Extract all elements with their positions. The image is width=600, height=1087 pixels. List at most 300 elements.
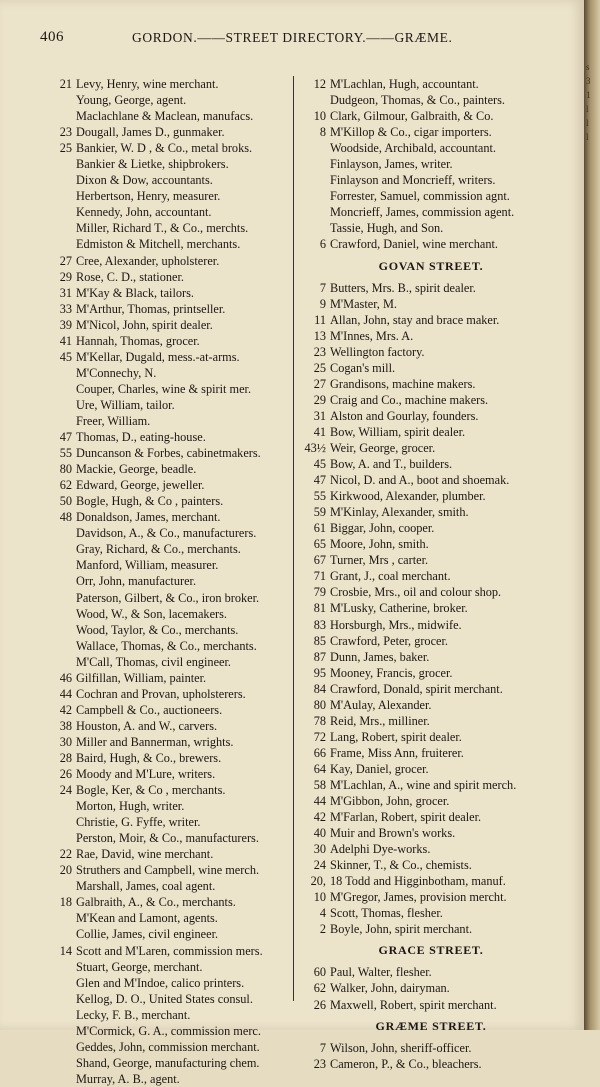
house-number: 55 [313, 489, 326, 504]
house-number: 66 [313, 745, 326, 760]
directory-entry [48, 878, 288, 894]
house-number: 25 [59, 141, 72, 156]
directory-entry [48, 830, 288, 846]
directory-entry [48, 1055, 288, 1071]
entry-text: M'Kellar, Dugald, mess.-at-arms. [76, 349, 240, 364]
directory-entry [302, 729, 560, 745]
directory-entry [302, 889, 560, 905]
directory-entry [48, 108, 288, 124]
directory-entry [302, 220, 560, 236]
house-number: 31 [59, 285, 72, 300]
house-number: 44 [59, 686, 72, 701]
house-number: 64 [313, 761, 326, 776]
house-number: 43½ [304, 440, 326, 455]
entry-text: Weir, George, grocer. [330, 440, 436, 455]
house-number: 83 [313, 617, 326, 632]
entry-text: M'Lachlan, A., wine and spirit merch. [330, 777, 517, 792]
directory-entry [302, 156, 560, 172]
entry-text: M'Farlan, Robert, spirit dealer. [330, 810, 482, 825]
directory-entry [48, 654, 288, 670]
entry-text: Levy, Henry, wine merchant. [76, 77, 219, 91]
house-number: 42 [59, 702, 72, 717]
directory-entry [48, 172, 288, 188]
directory-entry [302, 92, 560, 108]
entry-text: Cameron, P., & Co., bleachers. [330, 1056, 482, 1071]
entry-text: 18 Todd and Higginbotham, manuf. [330, 874, 506, 889]
house-number: 20 [59, 863, 72, 878]
directory-entry [302, 568, 560, 584]
directory-entry [302, 408, 560, 424]
entry-text: Maclachlane & Maclean, manufacs. [76, 109, 254, 124]
facing-page-fragments [586, 60, 598, 260]
house-number: 60 [313, 965, 326, 980]
directory-entry [48, 1039, 288, 1055]
entry-text: M'Nicol, John, spirit dealer. [76, 317, 213, 332]
directory-entry [302, 440, 560, 456]
directory-entry [302, 857, 560, 873]
entry-text: M'Lusky, Catherine, broker. [330, 601, 468, 616]
directory-entry [302, 140, 560, 156]
house-number: 23 [59, 125, 72, 140]
directory-entry [48, 910, 288, 926]
entry-text: Adelphi Dye-works. [330, 842, 431, 857]
directory-entry [48, 846, 288, 862]
entry-text: Duncanson & Forbes, cabinetmakers. [76, 446, 261, 461]
directory-entry [48, 943, 288, 959]
directory-entry [48, 285, 288, 301]
directory-entry [48, 204, 288, 220]
directory-entry [302, 76, 560, 92]
running-title: GORDON.——STREET DIRECTORY.——GRÆME. [132, 30, 453, 45]
entry-text: Paterson, Gilbert, & Co., iron broker. [76, 590, 260, 605]
house-number: 47 [59, 430, 72, 445]
entry-text: Campbell & Co., auctioneers. [76, 702, 223, 717]
directory-entry [302, 536, 560, 552]
directory-entry [48, 493, 288, 509]
house-number: 62 [313, 981, 326, 996]
directory-entry [48, 525, 288, 541]
house-number: 28 [59, 750, 72, 765]
directory-entry [302, 761, 560, 777]
directory-entry [48, 461, 288, 477]
entry-text: Kirkwood, Alexander, plumber. [330, 489, 486, 504]
directory-entry [302, 472, 560, 488]
directory-entry [48, 445, 288, 461]
directory-entry [302, 124, 560, 140]
entry-text: Allan, John, stay and brace maker. [330, 312, 500, 327]
directory-entry [48, 333, 288, 349]
entry-text: Reid, Mrs., milliner. [330, 713, 430, 728]
house-number: 24 [59, 783, 72, 798]
entry-text: Boyle, John, spirit merchant. [330, 922, 473, 937]
entry-text: Wood, W., & Son, lacemakers. [76, 606, 227, 621]
directory-entry [48, 156, 288, 172]
directory-entry [302, 964, 560, 980]
directory-entry [48, 429, 288, 445]
entry-text: M'Lachlan, Hugh, accountant. [330, 77, 479, 91]
directory-entry [48, 573, 288, 589]
house-number: 29 [59, 269, 72, 284]
directory-entry [48, 236, 288, 252]
directory-entry [48, 1023, 288, 1039]
directory-entry [302, 204, 560, 220]
directory-entry [302, 1056, 560, 1072]
entry-text: Walker, John, dairyman. [330, 981, 450, 996]
house-number: 80 [59, 462, 72, 477]
directory-entry [302, 905, 560, 921]
entry-text: Grandisons, machine makers. [330, 376, 476, 391]
entry-text: Nicol, D. and A., boot and shoemak. [330, 473, 510, 488]
house-number: 39 [59, 317, 72, 332]
house-number: 18 [59, 895, 72, 910]
entry-text: Galbraith, A., & Co., merchants. [76, 895, 236, 910]
directory-entry [48, 253, 288, 269]
entry-text: M'Killop & Co., cigar importers. [330, 125, 492, 140]
directory-entry [302, 188, 560, 204]
entry-text: M'Gregor, James, provision mercht. [330, 890, 507, 905]
edge-fragment: l [586, 132, 589, 142]
directory-entry [48, 606, 288, 622]
entry-text: Wilson, John, sheriff-officer. [330, 1040, 472, 1055]
entry-text: Biggar, John, cooper. [330, 521, 435, 536]
directory-entry [48, 477, 288, 493]
entry-text: Cochran and Provan, upholsterers. [76, 686, 246, 701]
directory-entry [48, 798, 288, 814]
house-number: 8 [319, 125, 326, 140]
entry-text: Cogan's mill. [330, 360, 396, 375]
entry-text: Couper, Charles, wine & spirit mer. [76, 381, 252, 396]
house-number: 59 [313, 505, 326, 520]
edge-fragment: 1 [586, 90, 591, 100]
directory-entry [302, 633, 560, 649]
entry-text: M'Aulay, Alexander. [330, 697, 432, 712]
house-number: 13 [313, 328, 326, 343]
house-number: 6 [319, 237, 326, 252]
directory-entry [48, 638, 288, 654]
entry-text: Crawford, Donald, spirit merchant. [330, 681, 503, 696]
entry-text: Stuart, George, merchant. [76, 959, 203, 974]
entry-text: Grant, J., coal merchant. [330, 569, 451, 584]
entry-text: Rae, David, wine merchant. [76, 847, 214, 862]
entry-text: Murray, A. B., agent. [76, 1071, 180, 1086]
entry-text: Lecky, F. B., merchant. [76, 1007, 191, 1022]
entry-text: Wellington factory. [330, 344, 425, 359]
edge-fragment: s [586, 62, 590, 72]
directory-entry [302, 841, 560, 857]
entry-text: M'Master, M. [330, 296, 397, 311]
house-number: 67 [313, 553, 326, 568]
directory-entry [48, 862, 288, 878]
entry-text: M'Cormick, G. A., commission merc. [76, 1023, 261, 1038]
house-number: 21 [59, 77, 72, 91]
house-number: 45 [313, 457, 326, 472]
house-number: 85 [313, 633, 326, 648]
entry-text: Bow, William, spirit dealer. [330, 424, 466, 439]
page-header [40, 29, 560, 51]
house-number: 44 [313, 794, 326, 809]
directory-entry [48, 750, 288, 766]
house-number: 65 [313, 537, 326, 552]
entry-text: Edmiston & Mitchell, merchants. [76, 237, 241, 252]
directory-entry [302, 488, 560, 504]
directory-entry [302, 1040, 560, 1056]
entry-text: Maxwell, Robert, spirit merchant. [330, 997, 497, 1012]
directory-entry [302, 600, 560, 616]
entry-text: Perston, Moir, & Co., manufacturers. [76, 831, 259, 846]
entry-text: Gray, Richard, & Co., merchants. [76, 542, 241, 557]
entry-text: Kennedy, John, accountant. [76, 205, 212, 220]
directory-entry [302, 360, 560, 376]
directory-entry [302, 328, 560, 344]
house-number: 42 [313, 810, 326, 825]
directory-entry [302, 456, 560, 472]
entry-text: M'Kinlay, Alexander, smith. [330, 505, 469, 520]
street-heading: GRACE STREET. [378, 943, 484, 958]
directory-entry [302, 172, 560, 188]
house-number: 58 [313, 777, 326, 792]
entry-text: Butters, Mrs. B., spirit dealer. [330, 280, 476, 295]
entry-text: Moody and M'Lure, writers. [76, 767, 216, 782]
house-number: 25 [313, 360, 326, 375]
edge-fragment: 3 [586, 76, 591, 86]
entry-text: Morton, Hugh, writer. [76, 799, 185, 814]
directory-entry [48, 975, 288, 991]
entry-text: Scott, Thomas, flesher. [330, 906, 443, 921]
directory-entry [302, 617, 560, 633]
entry-text: Bogle, Ker, & Co , merchants. [76, 783, 226, 798]
directory-entry [48, 349, 288, 365]
entry-text: Forrester, Samuel, commission agnt. [330, 189, 510, 204]
directory-entry [302, 296, 560, 312]
house-number: 55 [59, 446, 72, 461]
house-number: 40 [313, 826, 326, 841]
directory-entry [302, 108, 560, 124]
directory-entry [302, 921, 560, 937]
directory-entry [48, 734, 288, 750]
entry-text: Young, George, agent. [76, 93, 187, 108]
house-number: 72 [313, 729, 326, 744]
directory-entry [48, 894, 288, 910]
entry-text: M'Arthur, Thomas, printseller. [76, 301, 226, 316]
house-number: 30 [59, 734, 72, 749]
entry-text: Manford, William, measurer. [76, 558, 219, 573]
directory-entry [302, 584, 560, 600]
entry-text: Turner, Mrs , carter. [330, 553, 429, 568]
house-number: 7 [319, 280, 326, 295]
house-number: 45 [59, 349, 72, 364]
house-number: 48 [59, 510, 72, 525]
page-number: 406 [40, 29, 64, 45]
directory-entry [302, 520, 560, 536]
entry-text: Bankier, W. D , & Co., metal broks. [76, 141, 253, 156]
house-number: 14 [59, 943, 72, 958]
directory-entry [302, 809, 560, 825]
house-number: 10 [313, 890, 326, 905]
entry-text: Dixon & Dow, accountants. [76, 173, 213, 188]
entry-text: Cree, Alexander, upholsterer. [76, 253, 220, 268]
house-number: 33 [59, 301, 72, 316]
entry-text: Miller, Richard T., & Co., merchts. [76, 221, 249, 236]
entry-text: Bankier & Lietke, shipbrokers. [76, 157, 229, 172]
entry-text: Horsburgh, Mrs., midwife. [330, 617, 462, 632]
directory-entry [48, 381, 288, 397]
directory-entry [48, 622, 288, 638]
entry-text: Wood, Taylor, & Co., merchants. [76, 622, 239, 637]
entry-text: M'Innes, Mrs. A. [330, 328, 414, 343]
entry-text: Christie, G. Fyffe, writer. [76, 815, 201, 830]
entry-text: Kellog, D. O., United States consul. [76, 991, 253, 1006]
house-number: 71 [313, 569, 326, 584]
house-number: 61 [313, 521, 326, 536]
house-number: 27 [313, 376, 326, 391]
house-number: 12 [313, 77, 326, 91]
directory-entry [48, 959, 288, 975]
directory-entry [302, 777, 560, 793]
entry-text: Orr, John, manufacturer. [76, 574, 197, 589]
directory-entry [302, 376, 560, 392]
entry-text: Bogle, Hugh, & Co , painters. [76, 494, 224, 509]
entry-text: Clark, Gilmour, Galbraith, & Co. [330, 109, 494, 124]
directory-entry [302, 713, 560, 729]
directory-entry [48, 814, 288, 830]
directory-entry [302, 745, 560, 761]
directory-entry [48, 718, 288, 734]
directory-entry [48, 188, 288, 204]
entry-text: Donaldson, James, merchant. [76, 510, 221, 525]
entry-text: Mooney, Francis, grocer. [330, 665, 453, 680]
entry-text: Dougall, James D., gunmaker. [76, 125, 225, 140]
entry-text: Rose, C. D., stationer. [76, 269, 184, 284]
house-number: 47 [313, 473, 326, 488]
entry-text: Craig and Co., machine makers. [330, 392, 489, 407]
entry-text: Finlayson, James, writer. [330, 157, 453, 172]
entry-text: Freer, William. [76, 413, 151, 428]
entry-text: Crawford, Daniel, wine merchant. [330, 237, 498, 252]
edge-fragment: l [586, 104, 589, 114]
directory-entry [302, 312, 560, 328]
entry-text: Mackie, George, beadle. [76, 462, 197, 477]
book-gutter [584, 0, 600, 1030]
street-heading: GRÆME STREET. [375, 1018, 487, 1033]
house-number: 30 [313, 842, 326, 857]
entry-text: Crawford, Peter, grocer. [330, 633, 448, 648]
entry-text: Tassie, Hugh, and Son. [330, 221, 444, 236]
house-number: 11 [314, 312, 326, 327]
directory-entry [302, 344, 560, 360]
house-number: 29 [313, 392, 326, 407]
house-number: 79 [313, 585, 326, 600]
entry-text: Thomas, D., eating-house. [76, 430, 206, 445]
directory-entry [302, 793, 560, 809]
directory-entry [302, 504, 560, 520]
house-number: 2 [319, 922, 326, 937]
street-heading: GOVAN STREET. [378, 258, 484, 273]
left-column [48, 76, 288, 1087]
house-number: 26 [59, 767, 72, 782]
entry-text: Hannah, Thomas, grocer. [76, 333, 200, 348]
directory-entry [48, 1071, 288, 1087]
house-number: 7 [319, 1040, 326, 1055]
directory-entry [302, 392, 560, 408]
house-number: 80 [313, 697, 326, 712]
directory-entry [48, 76, 288, 92]
house-number: 50 [59, 494, 72, 509]
directory-entry [48, 670, 288, 686]
entry-text: M'Kean and Lamont, agents. [76, 911, 218, 926]
directory-entry [48, 782, 288, 798]
entry-text: Struthers and Campbell, wine merch. [76, 863, 260, 878]
house-number: 41 [313, 424, 326, 439]
directory-entry [302, 997, 560, 1013]
directory-entry [48, 269, 288, 285]
entry-text: Scott and M'Laren, commission mers. [76, 943, 263, 958]
entry-text: Collie, James, civil engineer. [76, 927, 219, 942]
house-number: 24 [313, 858, 326, 873]
directory-entry [302, 873, 560, 889]
house-number: 26 [313, 997, 326, 1012]
house-number: 23 [313, 1056, 326, 1071]
entry-text: Herbertson, Henry, measurer. [76, 189, 221, 204]
house-number: 78 [313, 713, 326, 728]
entry-text: Woodside, Archibald, accountant. [330, 141, 496, 156]
house-number: 41 [59, 333, 72, 348]
directory-entry [48, 686, 288, 702]
directory-entry [48, 301, 288, 317]
edge-fragment: l [586, 118, 589, 128]
house-number: 31 [313, 408, 326, 423]
directory-entry [302, 665, 560, 681]
directory-entry [48, 991, 288, 1007]
entry-text: Dunn, James, baker. [330, 649, 430, 664]
house-number: 27 [59, 253, 72, 268]
directory-entry [48, 509, 288, 525]
column-divider [293, 76, 294, 1001]
directory-entry [302, 825, 560, 841]
entry-text: Geddes, John, commission merchant. [76, 1039, 260, 1054]
entry-text: Finlayson and Moncrieff, writers. [330, 173, 496, 188]
directory-entry [48, 220, 288, 236]
entry-text: Davidson, A., & Co., manufacturers. [76, 526, 257, 541]
directory-entry [302, 280, 560, 296]
house-number: 23 [313, 344, 326, 359]
house-number: 62 [59, 478, 72, 493]
directory-entry [48, 926, 288, 942]
entry-text: Glen and M'Indoe, calico printers. [76, 975, 245, 990]
right-column [302, 76, 560, 1072]
directory-entry [302, 697, 560, 713]
directory-entry [48, 541, 288, 557]
house-number: 81 [313, 601, 326, 616]
entry-text: Houston, A. and W., carvers. [76, 718, 218, 733]
directory-entry [48, 140, 288, 156]
house-number: 10 [313, 109, 326, 124]
directory-entry [48, 124, 288, 140]
directory-entry [302, 236, 560, 252]
house-number: 46 [59, 670, 72, 685]
entry-text: Moncrieff, James, commission agent. [330, 205, 515, 220]
directory-entry [302, 681, 560, 697]
directory-entry [48, 413, 288, 429]
entry-text: Gilfillan, William, painter. [76, 670, 207, 685]
entry-text: Bow, A. and T., builders. [330, 457, 453, 472]
entry-text: Crosbie, Mrs., oil and colour shop. [330, 585, 502, 600]
directory-entry [48, 92, 288, 108]
entry-text: M'Call, Thomas, civil engineer. [76, 654, 231, 669]
entry-text: Ure, William, tailor. [76, 397, 175, 412]
entry-text: M'Kay & Black, tailors. [76, 285, 194, 300]
entry-text: Moore, John, smith. [330, 537, 429, 552]
entry-text: Marshall, James, coal agent. [76, 879, 216, 894]
